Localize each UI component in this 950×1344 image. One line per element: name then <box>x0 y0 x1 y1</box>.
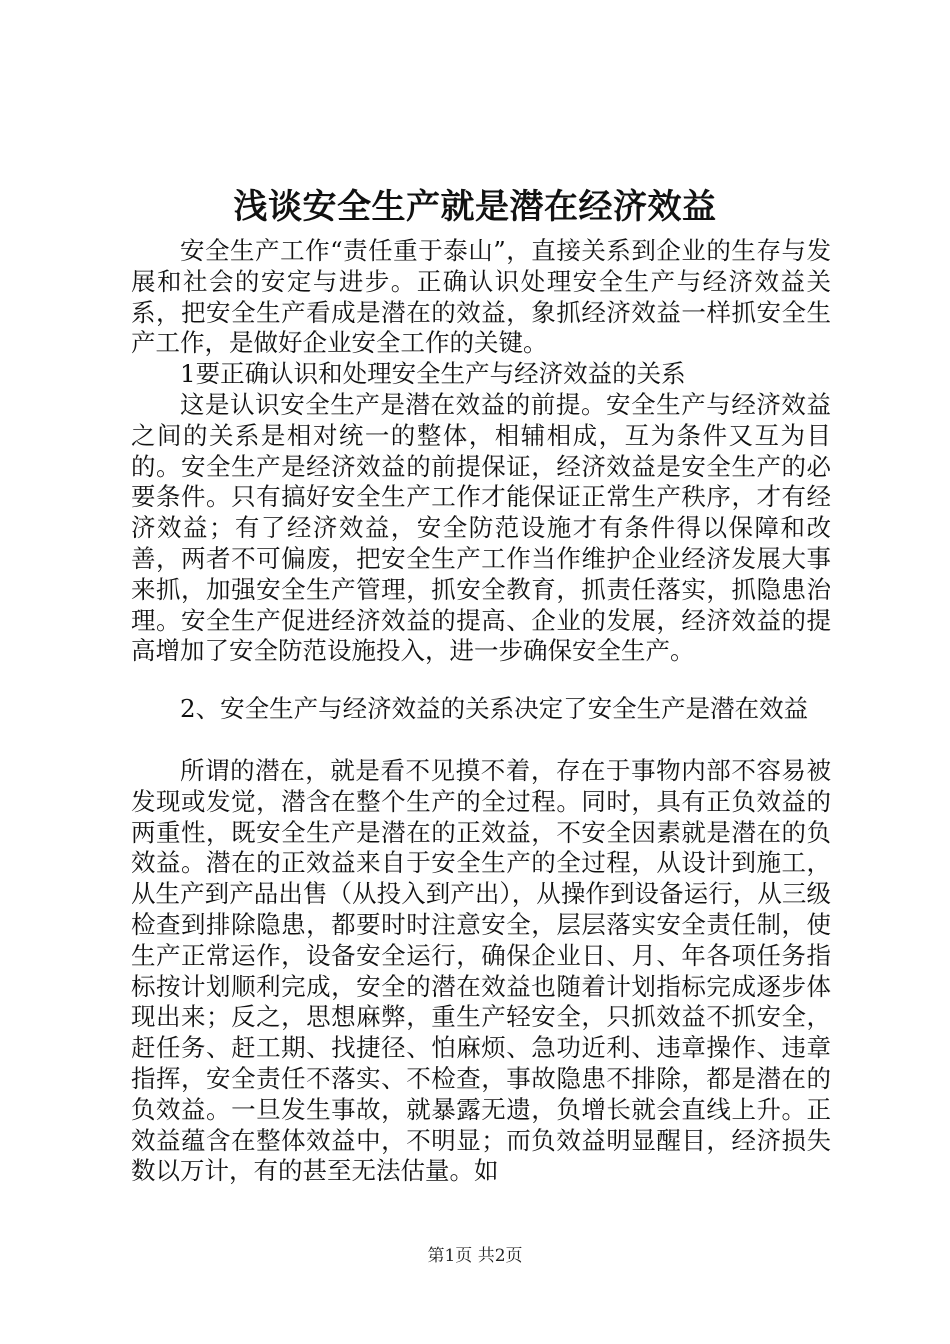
body-block-intro <box>131 236 831 667</box>
body-block-heading-2 <box>131 694 831 725</box>
section-heading-2: 2、安全生产与经济效益的关系决定了安全生产是潜在效益 <box>180 694 809 723</box>
section-heading-1: 1要正确认识和处理安全生产与经济效益的关系 <box>180 359 686 389</box>
paragraph-intro: 安全生产工作“责任重于泰山”，直接关系到企业的生存与发展和社会的安定与进步。正确认识处理安全生产与经济效益关系，把安全生产看成是潜在的效益，象抓经济效益一样抓安全生产工作，是做好企业安全工作的关键。 <box>131 236 831 358</box>
document-title: 浅谈安全生产就是潜在经济效益 <box>233 187 717 227</box>
paragraph-section-1: 这是认识安全生产是潜在效益的前提。安全生产与经济效益之间的关系是相对统一的整体，相辅相成，互为条件又互为目的。安全生产是经济效益的前提保证，经济效益是安全生产的必要条件。只有搞好安全生产工作才能保证正常生产秩序，才有经济效益；有了经济效益，安全防范设施才有条件得以保障和改善，两者不可偏废，把安全生产工作当作维护企业经济发展大事来抓，加强安全生产管理，抓安全教育，抓责任落实，抓隐患治理。安全生产促进经济效益的提高、企业的发展，经济效益的提高增加了安全防范设施投入，进一步确保安全生产。 <box>131 389 831 666</box>
body-block-section-2 <box>131 756 831 1187</box>
page-footer: 第1页 共2页 <box>427 1246 523 1266</box>
paragraph-section-2: 所谓的潜在，就是看不见摸不着，存在于事物内部不容易被发现或发觉，潜含在整个生产的全过程。同时，具有正负效益的两重性，既安全生产是潜在的正效益，不安全因素就是潜在的负效益。潜在的正效益来自于安全生产的全过程，从设计到施工，从生产到产品出售（从投入到产出），从操作到设备运行，从三级检查到排除隐患，都要时时注意安全，层层落实安全责任制，使生产正常运作，设备安全运行，确保企业日、月、年各项任务指标按计划顺利完成，安全的潜在效益也随着计划指标完成逐步体现出来；反之，思想麻弊，重生产轻安全，只抓效益不抓安全，赶任务、赶工期、找捷径、怕麻烦、急功近利、违章操作、违章指挥，安全责任不落实、不检查，事故隐患不排除，都是潜在的负效益。一旦发生事故，就暴露无遗，负增长就会直线上升。正效益蕴含在整体效益中，不明显；而负效益明显醒目，经济损失数以万计，有的甚至无法估量。如 <box>131 756 831 1186</box>
